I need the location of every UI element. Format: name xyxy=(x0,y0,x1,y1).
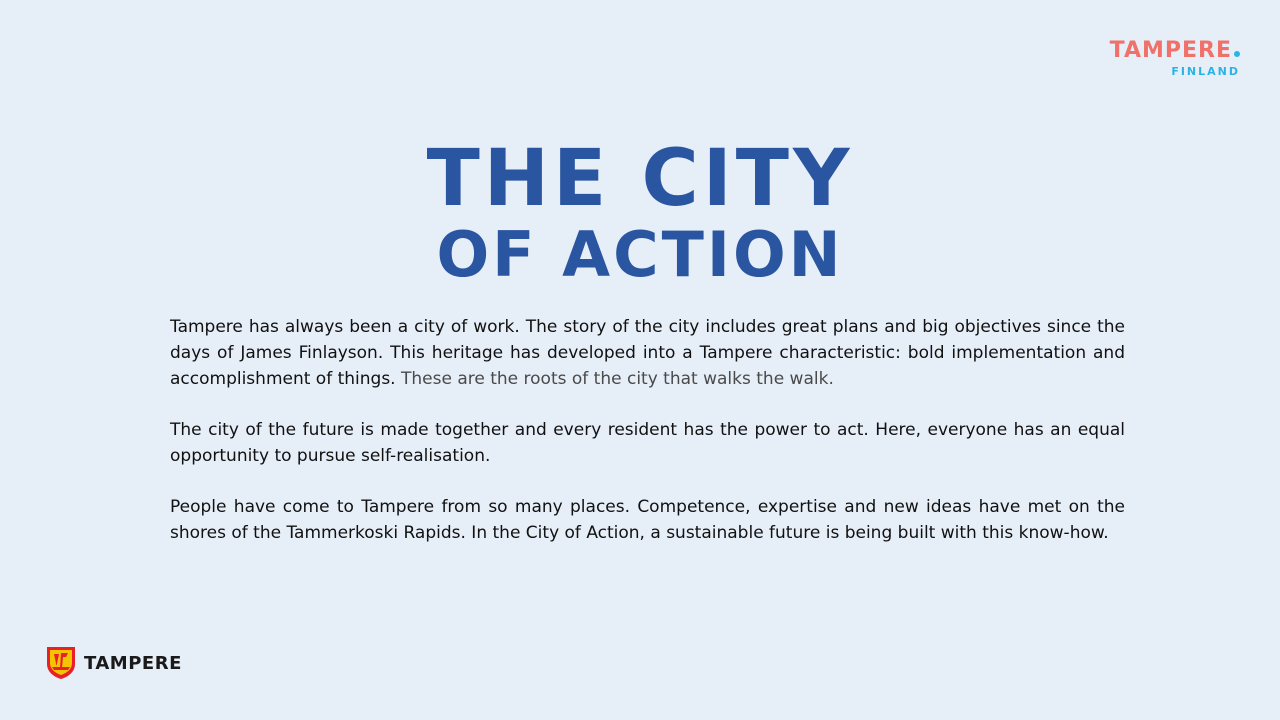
paragraph-1 xyxy=(170,314,1125,392)
paragraph-1-main: Tampere has always been a city of work. The story of the city includes great plans and big objectives since the days of James Finlayson. This heritage has developed into a Tampere characteristic: bold implementation and accomplishment of things. xyxy=(170,317,1125,389)
tampere-crest-icon xyxy=(46,646,76,680)
title-line-2: OF ACTION xyxy=(436,218,844,291)
brand-dot-icon xyxy=(1234,51,1240,57)
body-text xyxy=(170,314,1125,571)
title-line-1: THE CITY xyxy=(426,134,854,224)
paragraph-3: People have come to Tampere from so many places. Competence, expertise and new ideas have met on the shores of the Tammerkoski Rapids. In the City of Action, a sustainable future is being built with this know-how. xyxy=(170,497,1125,543)
footer-word: TAMPERE xyxy=(84,652,182,674)
tampere-finland-logo xyxy=(1110,40,1240,77)
brand-word: TAMPERE xyxy=(1109,38,1232,63)
brand-subtitle: FINLAND xyxy=(1171,65,1240,78)
page-title xyxy=(0,134,1280,291)
paragraph-1-muted: These are the roots of the city that walks the walk. xyxy=(401,369,834,389)
paragraph-2: The city of the future is made together and every resident has the power to act. Here, everyone has an equal opportunity to pursue self-realisation. xyxy=(170,420,1125,466)
footer-logo xyxy=(46,646,182,680)
